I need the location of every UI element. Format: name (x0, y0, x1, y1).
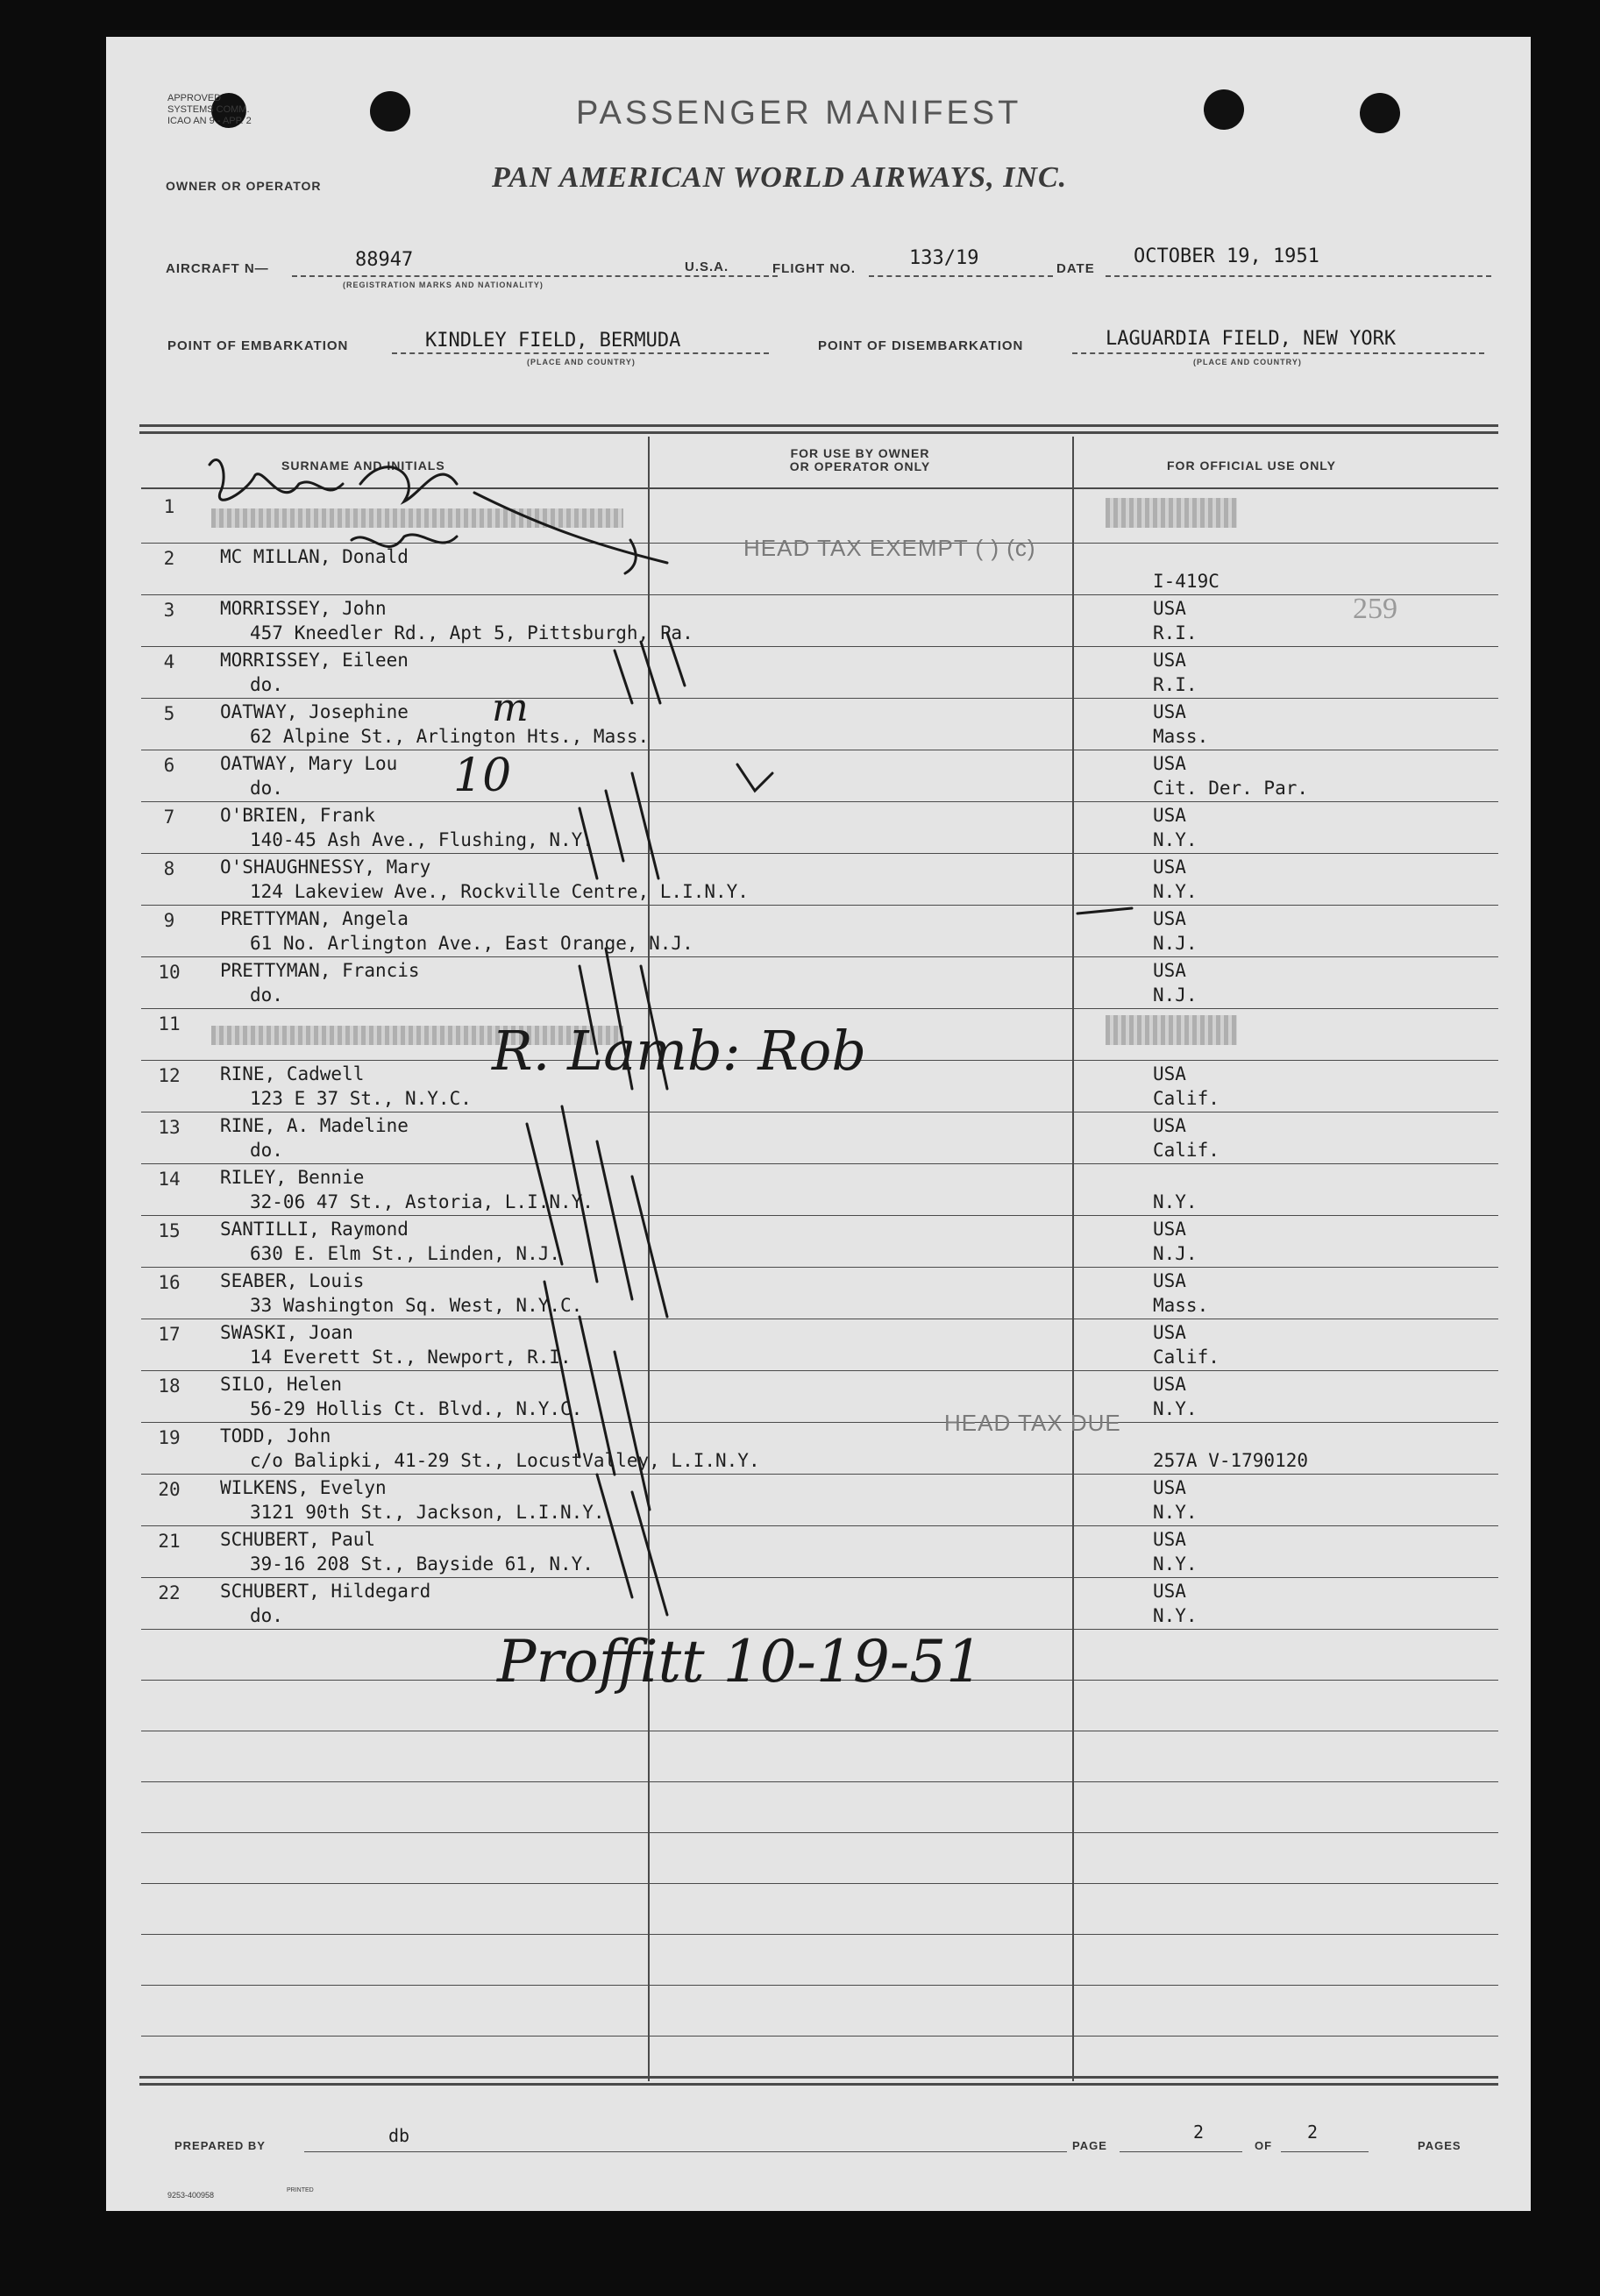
passenger-name: RINE, Cadwell (220, 1063, 365, 1084)
official-note: N.Y. (1153, 1553, 1198, 1575)
row-number: 2 (163, 548, 175, 569)
passenger-name: WILKENS, Evelyn (220, 1477, 387, 1498)
page-label: PAGE (1072, 2139, 1107, 2152)
official-citizenship: USA (1153, 650, 1186, 671)
row-number: 8 (163, 858, 175, 879)
row1-line-mark (474, 493, 667, 563)
page-underline (1120, 2151, 1242, 2152)
number-stamp: 259 (1353, 593, 1397, 625)
passenger-name: SWASKI, Joan (220, 1322, 353, 1343)
row-number: 16 (158, 1272, 181, 1293)
passenger-name: RILEY, Bennie (220, 1167, 365, 1188)
official-note: N.Y. (1153, 1502, 1198, 1523)
official-citizenship: USA (1153, 1219, 1186, 1240)
passenger-address: do. (250, 1140, 283, 1161)
passenger-name: O'SHAUGHNESSY, Mary (220, 857, 431, 878)
passenger-name: SANTILLI, Raymond (220, 1219, 409, 1240)
embark-label: POINT OF EMBARKATION (167, 338, 349, 353)
owner-label: OWNER OR OPERATOR (166, 179, 322, 193)
official-note: Calif. (1153, 1140, 1220, 1161)
passenger-address: do. (250, 1605, 283, 1626)
passenger-name: O'BRIEN, Frank (220, 805, 376, 826)
official-note: N.J. (1153, 1243, 1198, 1264)
passenger-name: TODD, John (220, 1425, 331, 1447)
row-number: 20 (158, 1479, 181, 1500)
passenger-name: OATWAY, Josephine (220, 701, 409, 722)
official-citizenship: USA (1153, 1063, 1186, 1084)
check-mark (625, 540, 636, 573)
of-label: OF (1255, 2139, 1273, 2152)
embark-sub: (PLACE AND COUNTRY) (527, 358, 636, 366)
date-value: OCTOBER 19, 1951 (1134, 245, 1319, 267)
passenger-address: 33 Washington Sq. West, N.Y.C. (250, 1295, 583, 1316)
passenger-address: 457 Kneedler Rd., Apt 5, Pittsburgh, Pa. (250, 622, 693, 643)
row-number: 14 (158, 1169, 181, 1190)
official-note: N.Y. (1153, 1191, 1198, 1212)
of-value: 2 (1307, 2122, 1319, 2143)
page-value: 2 (1193, 2122, 1205, 2143)
official-note: R.I. (1153, 674, 1198, 695)
flight-label: FLIGHT NO. (772, 261, 856, 276)
row-number: 4 (163, 651, 175, 672)
row-number: 13 (158, 1117, 181, 1138)
row-number: 22 (158, 1582, 181, 1603)
row5-handwritten-note: m (492, 686, 529, 730)
disembark-label: POINT OF DISEMBARKATION (818, 338, 1024, 353)
passenger-address: do. (250, 674, 283, 695)
official-citizenship: USA (1153, 753, 1186, 774)
passenger-name: SILO, Helen (220, 1374, 343, 1395)
col-owner-header-line: FOR USE BY OWNER (790, 446, 930, 460)
form-title: PASSENGER MANIFEST (576, 95, 1022, 132)
prepared-value: db (388, 2125, 410, 2146)
official-note: N.J. (1153, 933, 1198, 954)
passenger-address: 14 Everett St., Newport, R.I. (250, 1347, 572, 1368)
official-citizenship: USA (1153, 701, 1186, 722)
aircraft-value: 88947 (355, 249, 414, 271)
aircraft-label: AIRCRAFT N— (166, 261, 269, 276)
official-citizenship: USA (1153, 1581, 1186, 1602)
bottom-signature: Proffitt 10-19-51 (497, 1628, 984, 1695)
owner-value: PAN AMERICAN WORLD AIRWAYS, INC. (492, 161, 1068, 194)
passenger-address: do. (250, 778, 283, 799)
row-number: 1 (163, 496, 175, 517)
official-note: I-419C (1153, 571, 1220, 592)
approval-line: ICAO AN 9 - APP. 2 (167, 116, 252, 126)
passenger-address: 140-45 Ash Ave., Flushing, N.Y. (250, 829, 594, 850)
embark-value: KINDLEY FIELD, BERMUDA (425, 330, 681, 352)
row2-handwritten-mark (352, 535, 457, 547)
vertical-tally-marks (527, 1106, 667, 1317)
passenger-name: SCHUBERT, Paul (220, 1529, 376, 1550)
passenger-address: 123 E 37 St., N.Y.C. (250, 1088, 472, 1109)
manifest-sheet (106, 37, 1531, 2211)
passenger-address: 39-16 208 St., Bayside 61, N.Y. (250, 1553, 594, 1575)
passenger-address: 61 No. Arlington Ave., East Orange, N.J. (250, 933, 693, 954)
footer-code: 9253-400958 (167, 2191, 215, 2200)
passenger-address: 630 E. Elm St., Linden, N.J. (250, 1243, 561, 1264)
official-note: Cit. Der. Par. (1153, 778, 1309, 799)
vertical-tally-marks (597, 1475, 667, 1615)
disembark-sub: (PLACE AND COUNTRY) (1193, 358, 1302, 366)
passenger-name: SEABER, Louis (220, 1270, 365, 1291)
official-citizenship: USA (1153, 1115, 1186, 1136)
head-tax-due-stamp: HEAD TAX DUE (944, 1410, 1121, 1436)
official-note: Mass. (1153, 726, 1209, 747)
official-note: N.Y. (1153, 829, 1198, 850)
official-note: Mass. (1153, 1295, 1209, 1316)
prepared-label: PREPARED BY (174, 2139, 266, 2152)
aircraft-sub: (REGISTRATION MARKS AND NATIONALITY) (343, 281, 544, 289)
passenger-address: 32-06 47 St., Astoria, L.I.N.Y. (250, 1191, 594, 1212)
flight-value: 133/19 (909, 247, 979, 269)
official-note: Calif. (1153, 1088, 1220, 1109)
head-tax-exempt-stamp: HEAD TAX EXEMPT ( ) (c) (743, 535, 1036, 561)
official-note: 257A V-1790120 (1153, 1450, 1309, 1471)
handwriting-layer (106, 37, 1531, 2211)
date-label: DATE (1056, 261, 1095, 276)
official-citizenship: USA (1153, 908, 1186, 929)
row-number: 18 (158, 1375, 181, 1397)
official-note: N.Y. (1153, 881, 1198, 902)
row-number: 6 (163, 755, 175, 776)
passenger-address: 3121 90th St., Jackson, L.I.N.Y. (250, 1502, 605, 1523)
official-note: N.Y. (1153, 1605, 1198, 1626)
passenger-address: 56-29 Hollis Ct. Blvd., N.Y.C. (250, 1398, 583, 1419)
passenger-address: 62 Alpine St., Arlington Hts., Mass. (250, 726, 650, 747)
passenger-address: do. (250, 985, 283, 1006)
approval-line: SYSTEMS COMM. (167, 104, 250, 115)
row-number: 12 (158, 1065, 181, 1086)
official-note: R.I. (1153, 622, 1198, 643)
row-number: 17 (158, 1324, 181, 1345)
passenger-name: PRETTYMAN, Francis (220, 960, 420, 981)
row-number: 15 (158, 1220, 181, 1241)
passenger-name: SCHUBERT, Hildegard (220, 1581, 431, 1602)
row-number: 19 (158, 1427, 181, 1448)
row8-check-mark (1077, 908, 1132, 913)
official-citizenship: USA (1153, 1374, 1186, 1395)
passenger-name: RINE, A. Madeline (220, 1115, 409, 1136)
official-citizenship: USA (1153, 1477, 1186, 1498)
disembark-value: LAGUARDIA FIELD, NEW YORK (1106, 328, 1397, 350)
col-surname-header: SURNAME AND INITIALS (281, 458, 445, 473)
pages-label: PAGES (1418, 2139, 1461, 2152)
prepared-underline (304, 2151, 1067, 2152)
official-note: N.Y. (1153, 1398, 1198, 1419)
official-citizenship: USA (1153, 598, 1186, 619)
official-note: Calif. (1153, 1347, 1220, 1368)
official-citizenship: USA (1153, 1270, 1186, 1291)
passenger-name: OATWAY, Mary Lou (220, 753, 398, 774)
passenger-name: MORRISSEY, John (220, 598, 387, 619)
check-marks (580, 764, 772, 878)
col-owner-header-line: OR OPERATOR ONLY (789, 459, 931, 473)
passenger-name: MORRISSEY, Eileen (220, 650, 409, 671)
official-citizenship: USA (1153, 960, 1186, 981)
official-citizenship: USA (1153, 805, 1186, 826)
passenger-name: MC MILLAN, Donald (220, 546, 409, 567)
row1-signature-mark (210, 459, 457, 501)
row-number: 21 (158, 1531, 181, 1552)
row-number: 7 (163, 807, 175, 828)
official-note: N.J. (1153, 985, 1198, 1006)
passenger-address: c/o Balipki, 41-29 St., LocustValley, L.I.N.Y. (250, 1450, 760, 1471)
official-citizenship: USA (1153, 857, 1186, 878)
usa-label: U.S.A. (685, 259, 729, 274)
of-underline (1281, 2151, 1369, 2152)
footer-printed: PRINTED (287, 2187, 314, 2193)
passenger-address: 124 Lakeview Ave., Rockville Centre, L.I.N.Y. (250, 881, 749, 902)
row-number: 10 (158, 962, 181, 983)
row11-signature: R. Lamb: Rob (492, 1019, 867, 1083)
row10-handwritten-note: 10 (453, 750, 512, 802)
row-number: 3 (163, 600, 175, 621)
official-citizenship: USA (1153, 1322, 1186, 1343)
col-official-header: FOR OFFICIAL USE ONLY (1167, 458, 1336, 473)
tally-marks (615, 633, 685, 703)
row-number: 9 (163, 910, 175, 931)
approval-line: APPROVED (167, 93, 222, 103)
row-number: 5 (163, 703, 175, 724)
row-number: 11 (158, 1013, 181, 1034)
official-citizenship: USA (1153, 1529, 1186, 1550)
passenger-name: PRETTYMAN, Angela (220, 908, 409, 929)
